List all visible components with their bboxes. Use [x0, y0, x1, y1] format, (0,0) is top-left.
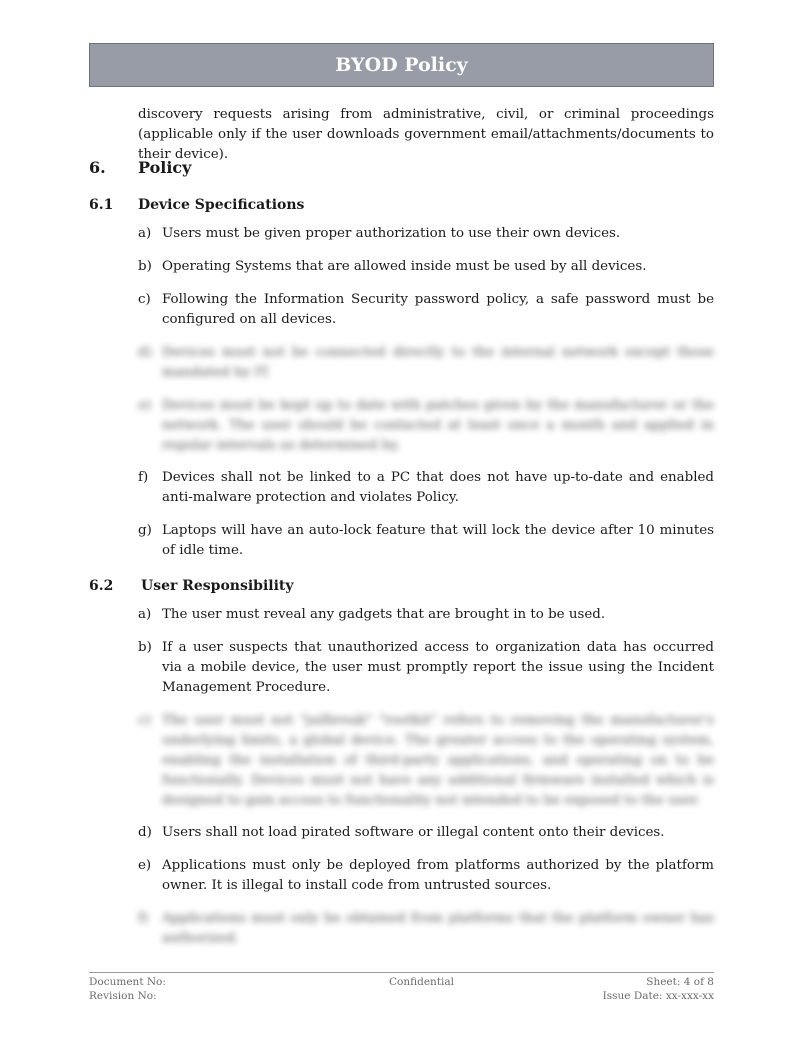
- list-item: [138, 521, 714, 561]
- list-marker: e): [138, 398, 152, 413]
- list-item-text: Operating Systems that are allowed inside must be used by all devices.: [162, 259, 647, 274]
- subsection-title: User Responsibility: [141, 578, 294, 594]
- list-marker: c): [138, 713, 151, 728]
- list-item: [138, 468, 714, 508]
- subsection-number: 6.1: [89, 197, 114, 213]
- footer-divider: [89, 972, 714, 973]
- sheet-number: Sheet: 4 of 8: [646, 976, 714, 988]
- list-item-text: Users must be given proper authorization to use their own devices.: [162, 226, 621, 241]
- subsection-heading-device-specifications: [89, 197, 304, 213]
- section-heading-policy: [89, 158, 191, 177]
- list-marker: g): [138, 523, 152, 538]
- list-item-text: Devices shall not be linked to a PC that does not have up-to-date and enabled anti-malware protection and violates Policy.: [162, 470, 714, 505]
- list-item: [138, 224, 714, 244]
- section-number: 6.: [89, 158, 106, 177]
- list-item-blurred: [138, 396, 714, 456]
- list-item: [138, 856, 714, 896]
- subsection-heading-user-responsibility: [89, 578, 294, 594]
- classification-label: Confidential: [389, 976, 455, 988]
- list-marker: a): [138, 226, 152, 241]
- list-marker: e): [138, 858, 152, 873]
- issue-date: Issue Date: xx-xxx-xx: [602, 990, 714, 1002]
- intro-paragraph: discovery requests arising from administrative, civil, or criminal proceedings (applicable only if the user downloads government email/attachments/documents to their device).: [138, 107, 714, 162]
- list-item-text: Users shall not load pirated software or illegal content onto their devices.: [162, 825, 665, 840]
- footer-right: [603, 975, 714, 1003]
- list-marker: f): [138, 470, 149, 485]
- list-marker: f): [138, 911, 149, 926]
- list-marker: b): [138, 640, 152, 655]
- subsection-number: 6.2: [89, 578, 114, 594]
- list-item-text: Laptops will have an auto-lock feature that will lock the device after 10 minutes of idle time.: [162, 523, 714, 558]
- list-item: [138, 605, 714, 625]
- list-item: [138, 638, 714, 698]
- list-marker: a): [138, 607, 152, 622]
- list-marker: d): [138, 825, 152, 840]
- list-marker: d): [138, 345, 152, 360]
- list-item-blurred: [138, 343, 714, 383]
- section-title: Policy: [138, 158, 192, 177]
- list-item-text: The user must not "jailbreak" "rootkit" refers to removing the manufacturer's underlying limits, a global device. The greater access to the operating system, enabling the installation of third-party applications, and operating on to be functionally. Devices must not have any additional firmware installed which is designed to gain access to functionality not intended to be exposed to the user.: [162, 713, 714, 808]
- list-item-blurred: [138, 711, 714, 811]
- revision-number-label: Revision No:: [89, 990, 157, 1002]
- list-item-text: The user must reveal any gadgets that are brought in to be used.: [162, 607, 606, 622]
- list-marker: b): [138, 259, 152, 274]
- document-title: BYOD Policy: [335, 54, 468, 76]
- list-item-text: Devices must be kept up to date with patches given by the manufacturer or the network. The user should be contacted at least once a month and applied in regular intervals as determined by.: [162, 398, 714, 453]
- list-item: [138, 823, 714, 843]
- list-item: [138, 290, 714, 330]
- document-number-label: Document No:: [89, 976, 166, 988]
- subsection-title: Device Specifications: [138, 197, 305, 213]
- list-item-text: Applications must only be obtained from platforms that the platform owner has authorized.: [162, 911, 714, 946]
- list-item-text: Applications must only be deployed from platforms authorized by the platform owner. It is illegal to install code from untrusted sources.: [162, 858, 714, 893]
- list-item: [138, 257, 714, 277]
- footer-center: [389, 975, 454, 989]
- list-item-text: If a user suspects that unauthorized access to organization data has occurred via a mobile device, the user must promptly report the issue using the Incident Management Procedure.: [162, 640, 714, 695]
- list-item-blurred: [138, 909, 714, 949]
- list-item-text: Devices must not be connected directly to the internal network except those mandated by IT.: [162, 345, 714, 380]
- footer-left: [89, 975, 166, 1003]
- page-header: [89, 43, 714, 87]
- list-marker: c): [138, 292, 151, 307]
- list-item-text: Following the Information Security password policy, a safe password must be configured on all devices.: [162, 292, 714, 327]
